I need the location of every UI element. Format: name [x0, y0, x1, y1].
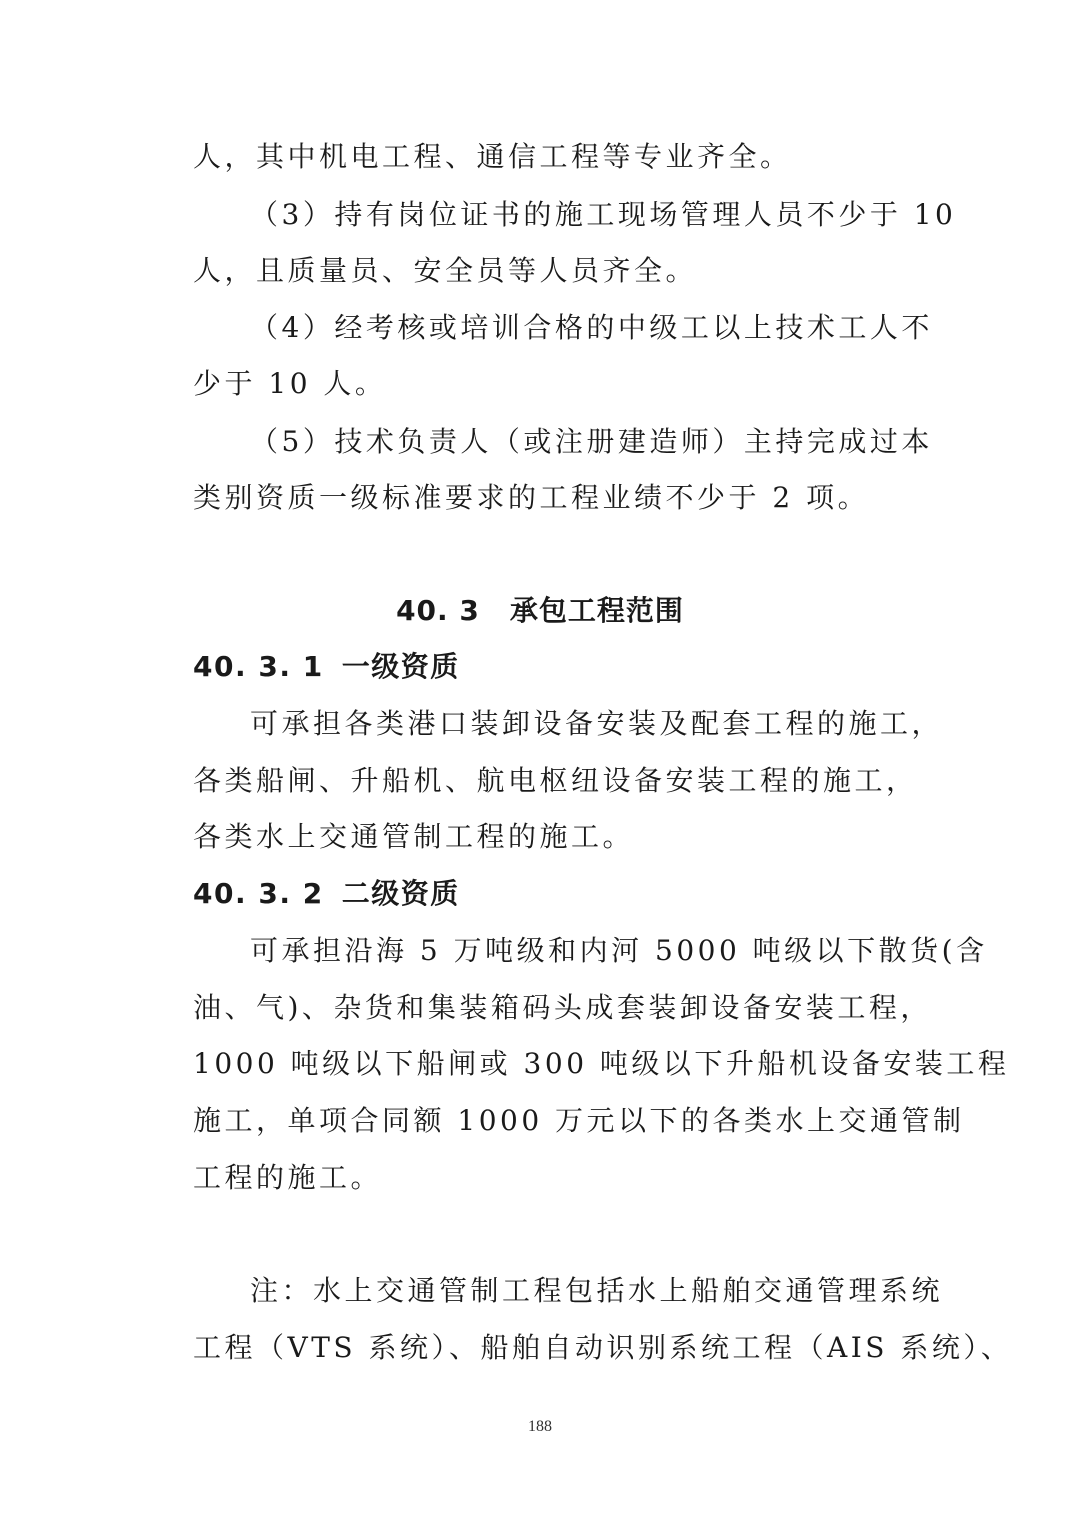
paragraph-line: 各类船闸、升船机、航电枢纽设备安装工程的施工， — [193, 764, 918, 797]
subsection-heading-level2 — [193, 877, 460, 911]
paragraph-line: 可承担各类港口装卸设备安装及配套工程的施工， — [250, 707, 944, 740]
section-title-text: 承包工程范围 — [509, 594, 684, 627]
subsection-heading-level1 — [193, 650, 460, 684]
note-line: 注：水上交通管制工程包括水上船舶交通管理系统 — [250, 1274, 944, 1307]
paragraph-line: （5）技术负责人（或注册建造师）主持完成过本 — [250, 425, 933, 458]
paragraph-line: 各类水上交通管制工程的施工。 — [193, 820, 635, 853]
paragraph-line: 人，其中机电工程、通信工程等专业齐全。 — [193, 140, 792, 173]
paragraph-line: 1000 吨级以下船闸或 300 吨级以下升船机设备安装工程 — [193, 1047, 1010, 1080]
paragraph-line: 工程的施工。 — [193, 1161, 383, 1194]
paragraph-line: 少于 10 人。 — [193, 367, 387, 400]
paragraph-line: 类别资质一级标准要求的工程业绩不少于 2 项。 — [193, 481, 870, 514]
paragraph-line: 油、气)、杂货和集装箱码头成套装卸设备安装工程， — [193, 991, 932, 1024]
subsection-number: 40. 3. 2 — [193, 877, 324, 910]
paragraph-line: （4）经考核或培训合格的中级工以上技术工人不 — [250, 311, 933, 344]
paragraph-line: （3）持有岗位证书的施工现场管理人员不少于 10 — [250, 198, 957, 231]
paragraph-line: 人，且质量员、安全员等人员齐全。 — [193, 254, 698, 287]
note-line: 工程（VTS 系统）、船舶自动识别系统工程（AIS 系统）、 — [193, 1331, 1013, 1364]
paragraph-line: 施工，单项合同额 1000 万元以下的各类水上交通管制 — [193, 1104, 965, 1137]
subsection-title: 一级资质 — [341, 650, 460, 683]
section-number: 40. 3 — [396, 594, 480, 627]
subsection-title: 二级资质 — [341, 877, 460, 910]
page-number: 188 — [528, 1418, 552, 1435]
paragraph-line: 可承担沿海 5 万吨级和内河 5000 吨级以下散货(含 — [250, 934, 988, 967]
section-title — [0, 594, 1080, 628]
subsection-number: 40. 3. 1 — [193, 650, 324, 683]
